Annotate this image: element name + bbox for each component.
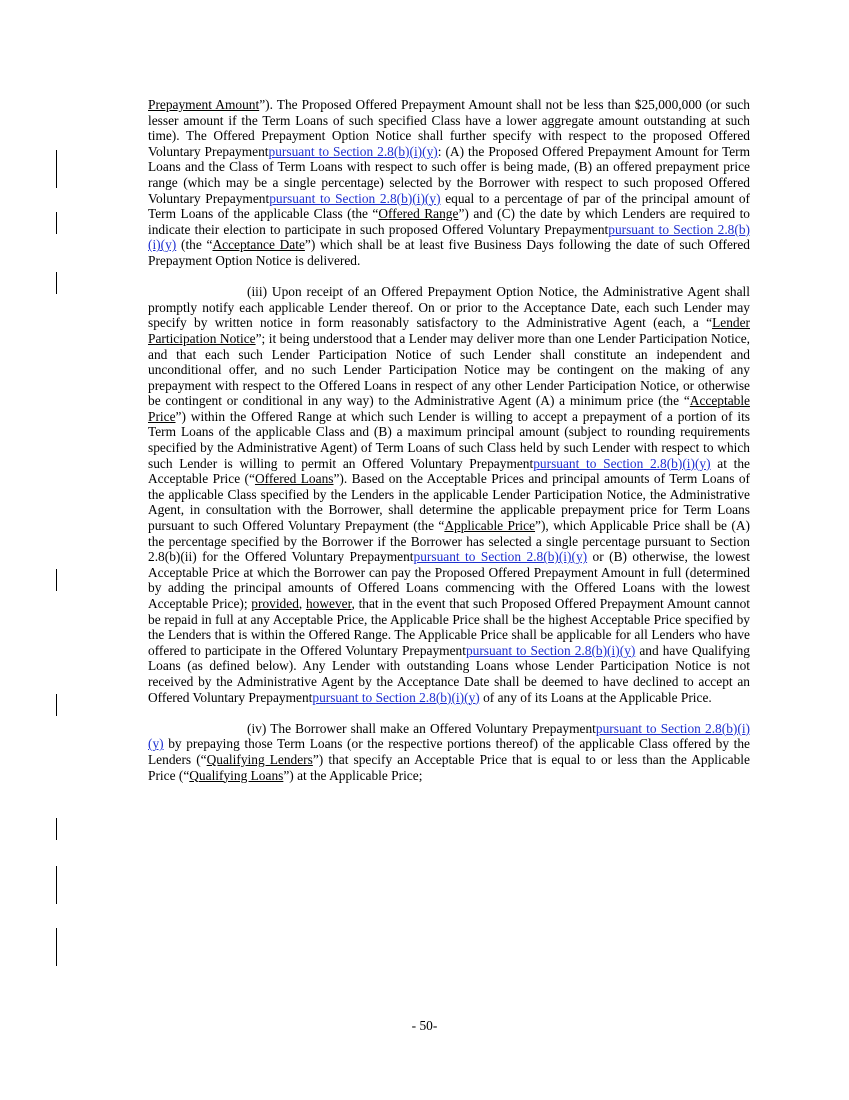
text-run: (iii) Upon receipt of an Offered Prepayment Option Notice, the Administrative Agent shall promptly notify each applicable Lender thereof. On or prior to the Acceptance Date, each such Lender may specify by written notice in form reasonably satisfactory to the Administrative Agent (each, a “: [148, 284, 750, 331]
text-run: ”) within the Offered Range at which such Lender is willing to accept a prepayment of a portion of its Term Loans of the applicable Class and (B) a maximum principal amount (subject to rounding requirements specified by the Administrative Agent) of Term Loans of such Class held by such Lender with respect to which such Lender is willing to permit an Offered Voluntary Prepayment: [148, 408, 750, 471]
paragraph-offered-prepayment-notice: [148, 97, 750, 269]
emphasis-provided: provided: [251, 596, 299, 611]
text-run: ”; it being understood that a Lender may deliver more than one Lender Participation Notice, and that each such Lender Participation Notice of such Lender shall constitute an independent and unconditional offer, and no such Lender Participation Notice may be contingent on the making of any prepayment with respect to the Offered Loans in respect of any other Lender Participation Notice, or otherwise be contingent or conditional in any way) to the Administrative Agent (A) a minimum price (the “: [148, 330, 750, 409]
change-bar: [56, 150, 57, 188]
defined-term: Acceptance Date: [212, 237, 305, 253]
defined-term: Lender Participation Notice: [148, 315, 750, 346]
change-bar: [56, 569, 57, 591]
change-bar: [56, 212, 57, 234]
inserted-text: pursuant to Section 2.8(b)(i)(y): [269, 190, 441, 206]
text-run: : (A) the Proposed Offered Prepayment Amount for Term Loans and the Class of Term Loans with respect to such offer is being made, (B) an offered prepayment price range (which may be a single percentage) selected by the Borrower with respect to such proposed Offered Voluntary Prepayment: [148, 143, 751, 206]
text-run: ”). Based on the Acceptable Prices and principal amounts of Term Loans of the applicable Class specified by the Lenders in the applicable Lender Participation Notice, the Administrative Agent, in consultation with the Borrower, shall determine the applicable prepayment price for Term Loans pursuant to such Offered Voluntary Prepayment (the “: [148, 471, 750, 534]
change-bar: [56, 818, 57, 840]
text-run: ”) at the Applicable Price;: [283, 767, 423, 783]
defined-term: Offered Range: [378, 206, 459, 222]
emphasis-however: however: [305, 596, 352, 611]
text-run: and have Qualifying Loans (as defined below). Any Lender with outstanding Loans whose Lender Participation Notice is not received by the Administrative Agent by the Acceptance Date shall be deemed to have declined to accept an Offered Voluntary Prepayment: [148, 642, 751, 705]
inserted-text: pursuant to Section 2.8(b)(i)(y): [148, 221, 750, 253]
defined-term: Prepayment Amount: [148, 97, 260, 112]
change-bar: [56, 694, 57, 716]
text-run: at the Acceptable Price (“: [148, 455, 750, 487]
text-run: ”) that specify an Acceptable Price that is equal to or less than the Applicable Price (“: [148, 751, 750, 783]
defined-term: Qualifying Lenders: [206, 751, 313, 767]
text-run: ,: [298, 596, 306, 611]
inserted-text: pursuant to Section 2.8(b)(i)(y): [413, 549, 588, 565]
text-run: by prepaying those Term Loans (or the respective portions thereof) of the applicable Class offered by the Lenders (“: [148, 736, 750, 767]
text-run: (the “: [176, 237, 213, 253]
text-run: equal to a percentage of par of the principal amount of Term Loans of the applicable Class (the “: [148, 190, 751, 222]
paragraph-iv: [148, 721, 750, 783]
text-run: ”). The Proposed Offered Prepayment Amount shall not be less than $25,000,000 (or such lesser amount if the Term Loans of such specified Class have a lower aggregate amount outstanding at such time). The Offered Prepayment Option Notice shall further specify with respect to the proposed Offered Voluntary Prepayment: [148, 97, 750, 159]
inserted-text: pursuant to Section 2.8(b)(i)(y): [148, 720, 750, 752]
text-run: ”) which shall be at least five Business Days following the date of such Offered Prepayment Option Notice is delivered.: [148, 237, 750, 268]
defined-term: Qualifying Loans: [189, 767, 284, 783]
text-run: of any of its Loans at the Applicable Price.: [479, 689, 712, 705]
text-run: , that in the event that such Proposed Offered Prepayment Amount cannot be repaid in full at any Acceptable Price, the Applicable Price shall be the highest Acceptable Price specified by the Lenders that is within the Offered Range. The Applicable Price shall be applicable for all Lenders who have offered to participate in the Offered Voluntary Prepayment: [148, 596, 750, 658]
inserted-text: pursuant to Section 2.8(b)(i)(y): [268, 143, 438, 159]
change-bar: [56, 928, 57, 966]
change-bar: [56, 272, 57, 294]
inserted-text: pursuant to Section 2.8(b)(i)(y): [312, 689, 480, 705]
body-text: [148, 97, 750, 783]
text-run: (iv) The Borrower shall make an Offered Voluntary Prepayment: [247, 720, 596, 736]
text-run: ”), which Applicable Price shall be (A) the percentage specified by the Borrower if the Borrower has selected a single percentage pursuant to Section 2.8(b)(ii) for the Offered Voluntary Prepayment: [148, 518, 750, 565]
page-number: - 50-: [411, 1018, 438, 1033]
text-run: ”) and (C) the date by which Lenders are required to indicate their election to participate in such proposed Offered Voluntary Prepayment: [148, 206, 750, 237]
defined-term: Offered Loans: [254, 471, 334, 487]
change-bar: [56, 866, 57, 904]
defined-term: Applicable Price: [444, 518, 536, 534]
inserted-text: pursuant to Section 2.8(b)(i)(y): [533, 455, 711, 471]
text-run: or (B) otherwise, the lowest Acceptable Price at which the Borrower can pay the Proposed Offered Prepayment Amount in full (determined by adding the principal amounts of Offered Loans commencing with the Offered Loans with the lowest Acceptable Price);: [148, 549, 750, 611]
defined-term: Acceptable Price: [148, 393, 750, 424]
inserted-text: pursuant to Section 2.8(b)(i)(y): [465, 642, 636, 658]
paragraph-iii: [148, 284, 750, 705]
